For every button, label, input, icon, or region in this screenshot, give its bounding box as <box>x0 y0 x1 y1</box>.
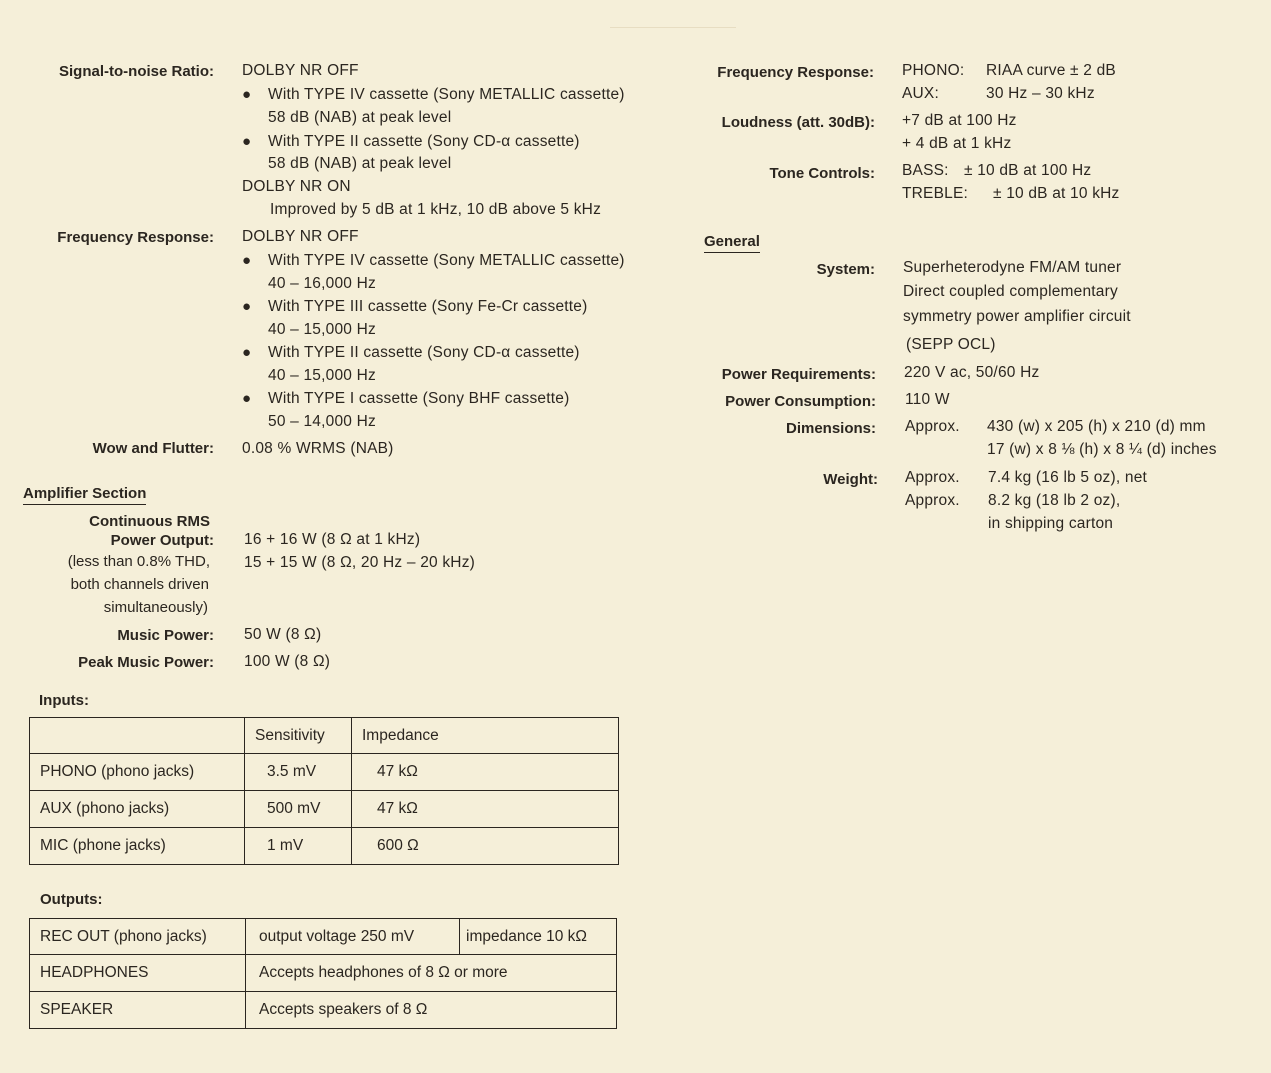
bullet-dot: ● <box>242 298 252 315</box>
rms-note-line2: both channels driven <box>70 576 209 593</box>
snr-item-text: With TYPE II cassette (Sony CD-α cassette) <box>268 133 580 150</box>
bullet-dot: ● <box>242 86 252 103</box>
weight-value-3: in shipping carton <box>988 515 1114 532</box>
input-sensitivity: 1 mV <box>245 828 352 865</box>
freq-item-text: With TYPE IV cassette (Sony METALLIC cassette) <box>268 252 625 269</box>
inputs-header-empty <box>30 718 245 754</box>
amplifier-section-title: Amplifier Section <box>23 485 146 505</box>
inputs-header-row <box>30 718 619 754</box>
rms-value-line1: 16 + 16 W (8 Ω at 1 kHz) <box>244 531 421 548</box>
rms-value-line2: 15 + 15 W (8 Ω, 20 Hz – 20 kHz) <box>244 554 476 571</box>
table-row <box>30 791 619 828</box>
freq-item-text: With TYPE III cassette (Sony Fe-Cr cassette) <box>268 298 588 315</box>
bullet-dot: ● <box>242 252 252 269</box>
output-name: SPEAKER <box>30 992 246 1029</box>
dimensions-mm: 430 (w) x 205 (h) x 210 (d) mm <box>987 418 1206 435</box>
dimensions-approx: Approx. <box>905 418 960 435</box>
weight-value-1: 7.4 kg (16 lb 5 oz), net <box>988 469 1148 486</box>
freq-dolby-off: DOLBY NR OFF <box>242 228 359 245</box>
table-row <box>30 828 619 865</box>
inputs-header-sensitivity: Sensitivity <box>245 718 352 754</box>
rms-note-line3: simultaneously) <box>103 599 208 616</box>
input-name: PHONO (phono jacks) <box>30 754 245 791</box>
input-impedance: 47 kΩ <box>352 754 619 791</box>
amplifier-section-heading <box>23 485 146 502</box>
input-name: MIC (phone jacks) <box>30 828 245 865</box>
aux-value: 30 Hz – 30 kHz <box>986 85 1095 102</box>
rms-note-line1: (less than 0.8% THD, <box>67 553 210 570</box>
freq-item-value: 40 – 16,000 Hz <box>268 275 376 292</box>
general-title: General <box>704 233 760 253</box>
output-description: Accepts speakers of 8 Ω <box>246 992 617 1029</box>
rms-label-line1: Continuous RMS <box>89 513 210 530</box>
phono-value: RIAA curve ± 2 dB <box>986 62 1116 79</box>
input-sensitivity: 3.5 mV <box>245 754 352 791</box>
dimensions-inches: 17 (w) x 8 ⅛ (h) x 8 ¼ (d) inches <box>987 441 1217 458</box>
input-impedance: 47 kΩ <box>352 791 619 828</box>
treble-value: ± 10 dB at 10 kHz <box>993 185 1120 202</box>
input-sensitivity: 500 mV <box>245 791 352 828</box>
freq-item-text: With TYPE II cassette (Sony CD-α cassette) <box>268 344 580 361</box>
weight-approx-2: Approx. <box>905 492 960 509</box>
freq-item-text: With TYPE I cassette (Sony BHF cassette) <box>268 390 570 407</box>
freq-item-value: 50 – 14,000 Hz <box>268 413 376 430</box>
table-row <box>30 955 617 992</box>
power-requirements-value: 220 V ac, 50/60 Hz <box>904 364 1040 381</box>
inputs-header-impedance: Impedance <box>352 718 619 754</box>
output-voltage: output voltage 250 mV <box>246 919 460 955</box>
loudness-label: Loudness (att. 30dB): <box>721 114 875 131</box>
system-line-3: symmetry power amplifier circuit <box>903 308 1131 325</box>
peak-music-power-label: Peak Music Power: <box>78 654 214 671</box>
bass-key: BASS: <box>902 162 949 179</box>
loudness-value-2: + 4 dB at 1 kHz <box>902 135 1012 152</box>
loudness-value-1: +7 dB at 100 Hz <box>902 112 1017 129</box>
table-row <box>30 919 617 955</box>
weight-label: Weight: <box>823 471 878 488</box>
snr-item-text: With TYPE IV cassette (Sony METALLIC cassette) <box>268 86 625 103</box>
snr-dolby-off: DOLBY NR OFF <box>242 62 359 79</box>
rms-label-line2: Power Output: <box>110 532 214 549</box>
input-impedance: 600 Ω <box>352 828 619 865</box>
input-name: AUX (phono jacks) <box>30 791 245 828</box>
system-line-2: Direct coupled complementary <box>903 283 1118 300</box>
snr-item-value: 58 dB (NAB) at peak level <box>268 109 452 126</box>
general-heading <box>704 233 760 250</box>
freq-item-value: 40 – 15,000 Hz <box>268 321 376 338</box>
power-consumption-value: 110 W <box>905 391 950 408</box>
phono-key: PHONO: <box>902 62 965 79</box>
bullet-dot: ● <box>242 390 252 407</box>
amp-freq-response-label: Frequency Response: <box>717 64 874 81</box>
system-label: System: <box>816 261 875 278</box>
wow-flutter-value: 0.08 % WRMS (NAB) <box>242 440 394 457</box>
output-impedance: impedance 10 kΩ <box>460 919 617 955</box>
weight-value-2: 8.2 kg (18 lb 2 oz), <box>988 492 1121 509</box>
output-name: REC OUT (phono jacks) <box>30 919 246 955</box>
bullet-dot: ● <box>242 133 252 150</box>
dimensions-label: Dimensions: <box>785 420 876 437</box>
inputs-table <box>29 717 619 865</box>
freq-item-value: 40 – 15,000 Hz <box>268 367 376 384</box>
snr-label: Signal-to-noise Ratio: <box>59 63 214 80</box>
bleed-through-text: ――――――――― <box>610 18 736 34</box>
system-line-4: (SEPP OCL) <box>906 336 996 353</box>
music-power-value: 50 W (8 Ω) <box>244 626 322 643</box>
snr-dolby-on: DOLBY NR ON <box>242 178 351 195</box>
inputs-heading: Inputs: <box>39 692 89 709</box>
table-row <box>30 754 619 791</box>
system-line-1: Superheterodyne FM/AM tuner <box>903 259 1122 276</box>
peak-music-power-value: 100 W (8 Ω) <box>244 653 331 670</box>
snr-improved: Improved by 5 dB at 1 kHz, 10 dB above 5 kHz <box>270 201 602 218</box>
treble-key: TREBLE: <box>902 185 969 202</box>
power-requirements-label: Power Requirements: <box>721 366 876 383</box>
freq-response-label: Frequency Response: <box>57 229 214 246</box>
bass-value: ± 10 dB at 100 Hz <box>964 162 1092 179</box>
output-name: HEADPHONES <box>30 955 246 992</box>
bullet-dot: ● <box>242 344 252 361</box>
snr-item-value: 58 dB (NAB) at peak level <box>268 155 452 172</box>
aux-key: AUX: <box>902 85 939 102</box>
table-row <box>30 992 617 1029</box>
outputs-table <box>29 918 617 1029</box>
weight-approx-1: Approx. <box>905 469 960 486</box>
output-description: Accepts headphones of 8 Ω or more <box>246 955 617 992</box>
wow-flutter-label: Wow and Flutter: <box>92 440 214 457</box>
outputs-heading: Outputs: <box>40 891 103 908</box>
power-consumption-label: Power Consumption: <box>725 393 876 410</box>
tone-controls-label: Tone Controls: <box>769 165 875 182</box>
music-power-label: Music Power: <box>117 627 214 644</box>
